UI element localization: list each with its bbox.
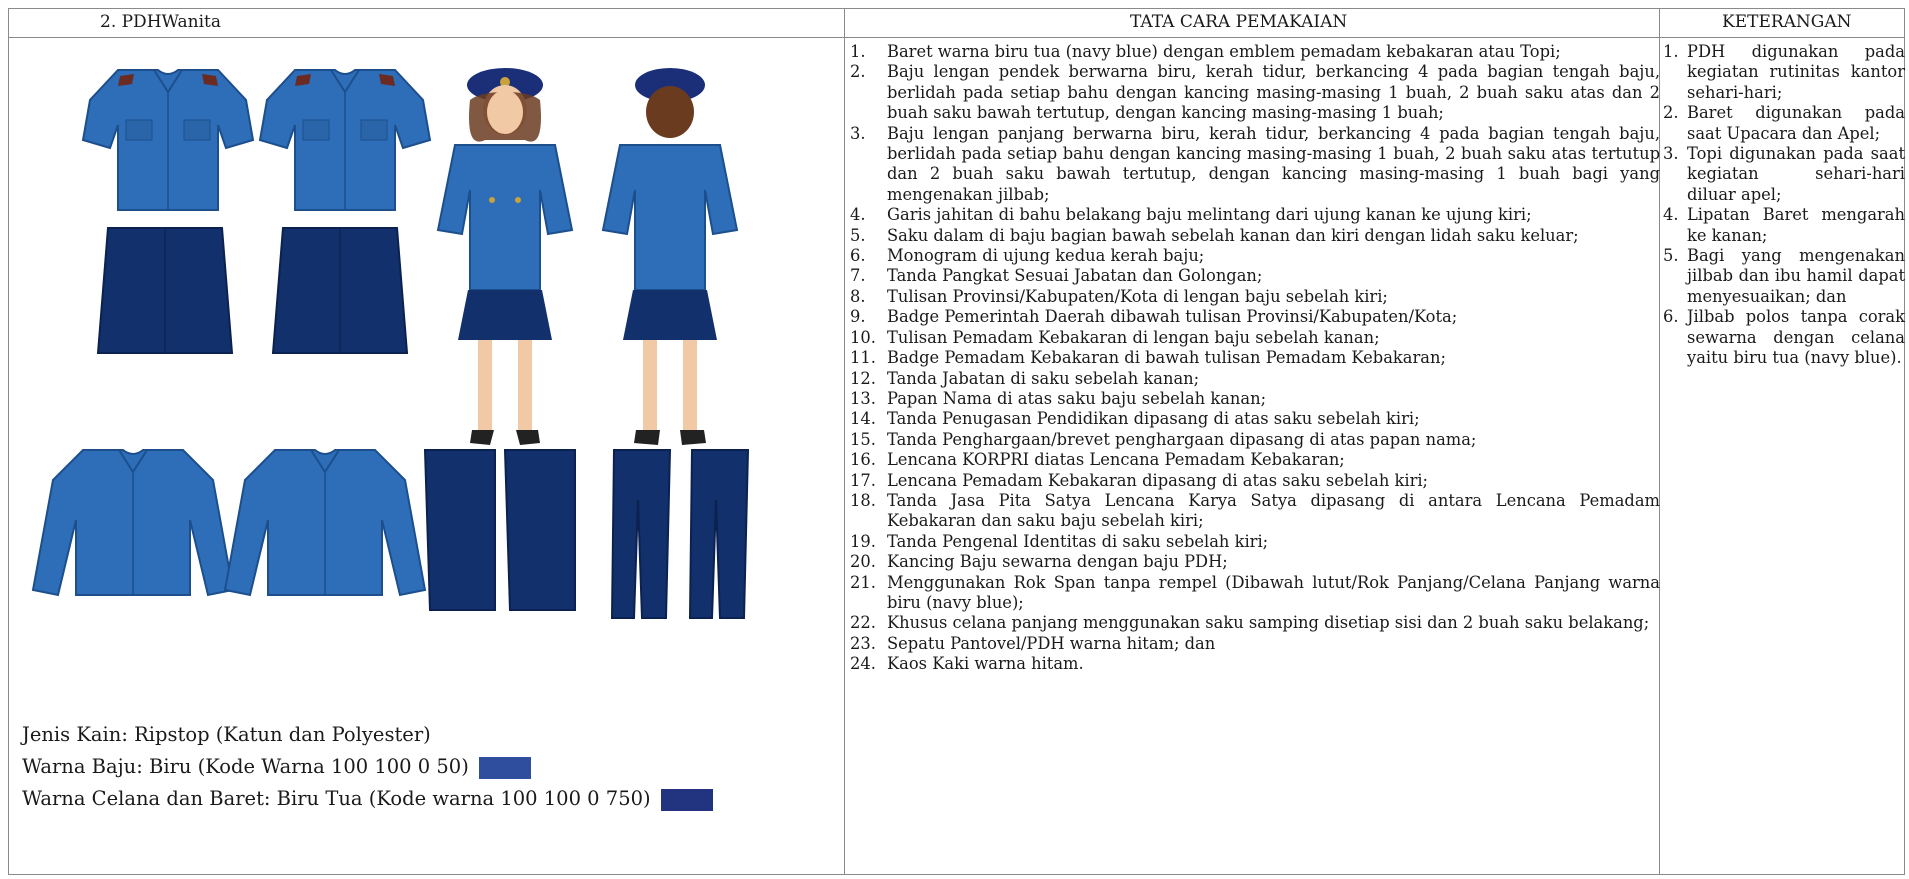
usage-item-number: 23. [850, 633, 876, 653]
notes-item-text: Bagi yang mengenakan jilbab dan ibu hamil dapat menyesuaikan; dan [1687, 246, 1905, 306]
notes-item-number: 1. [1663, 42, 1679, 61]
pants-color-label [22, 787, 713, 811]
usage-item-number: 10. [850, 327, 876, 347]
usage-item [850, 328, 1660, 348]
short-sleeve-shirt-back-icon [260, 70, 430, 210]
usage-item [850, 450, 1660, 470]
usage-list [850, 42, 1660, 675]
shirt-color-text: Warna Baju: Biru (Kode Warna 100 100 0 50) [22, 755, 469, 778]
usage-item [850, 532, 1660, 552]
usage-item [850, 307, 1660, 327]
usage-item [850, 369, 1660, 389]
usage-item-text: Baju lengan pendek berwarna biru, kerah tidur, berkancing 4 pada bagian tengah baju, berlidah pada setiap bahu dengan kancing masing-masing 1 buah, 2 buah saku atas dan 2 buah saku bawah tertutup, dengan kancing masing-masing 1 buah; [887, 62, 1660, 123]
shirt-color-swatch-icon [479, 757, 531, 779]
usage-item-text: Kaos Kaki warna hitam. [887, 654, 1084, 674]
long-sleeve-shirt-front-icon [33, 450, 233, 595]
woman-uniform-back-icon [603, 68, 737, 445]
usage-item-text: Khusus celana panjang menggunakan saku samping disetiap sisi dan 2 buah saku belakang; [887, 613, 1650, 633]
usage-item-number: 11. [850, 348, 876, 368]
usage-item [850, 226, 1660, 246]
notes-item-number: 2. [1663, 103, 1679, 123]
usage-item-number: 5. [850, 225, 866, 245]
usage-item-text: Garis jahitan di bahu belakang baju melintang dari ujung kanan ke ujung kiri; [887, 205, 1532, 225]
usage-item [850, 654, 1660, 674]
notes-item-text: Baret digunakan pada saat Upacara dan Apel; [1687, 103, 1905, 143]
usage-item-number: 4. [850, 205, 866, 225]
usage-item [850, 266, 1660, 286]
long-sleeve-shirt-back-icon [225, 450, 425, 595]
usage-item-text: Lencana Pemadam Kebakaran dipasang di atas saku sebelah kiri; [887, 470, 1429, 490]
usage-item [850, 471, 1660, 491]
usage-item-text: Papan Nama di atas saku baju sebelah kanan; [887, 388, 1267, 408]
trousers-front-right-icon [505, 450, 575, 610]
notes-item-number: 6. [1663, 307, 1679, 327]
notes-item-text: Topi digunakan pada saat kegiatan sehari-hari diluar apel; [1687, 144, 1905, 204]
section-title: 2. PDHWanita [100, 12, 222, 32]
usage-item-text: Kancing Baju sewarna dengan baju PDH; [887, 552, 1228, 572]
notes-item-number: 3. [1663, 144, 1679, 164]
trousers-right-leg-icon [690, 450, 748, 618]
shirt-color-label [22, 755, 531, 779]
usage-item [850, 409, 1660, 429]
notes-item-number: 5. [1663, 246, 1679, 266]
usage-item [850, 491, 1660, 532]
notes-item [1663, 42, 1905, 103]
usage-item-number: 1. [850, 42, 866, 61]
usage-item-number: 22. [850, 613, 876, 633]
trousers-left-leg-icon [612, 450, 670, 618]
usage-item [850, 430, 1660, 450]
pants-color-text: Warna Celana dan Baret: Biru Tua (Kode warna 100 100 0 750) [22, 787, 651, 810]
trousers-front-left-icon [425, 450, 495, 610]
notes-list [1663, 42, 1905, 369]
usage-item-text: Baret warna biru tua (navy blue) dengan emblem pemadam kebakaran atau Topi; [887, 42, 1561, 61]
usage-item-number: 15. [850, 429, 876, 449]
usage-item [850, 634, 1660, 654]
skirt-back-icon [273, 228, 407, 353]
usage-item-text: Tanda Penugasan Pendidikan dipasang di atas saku sebelah kiri; [887, 409, 1420, 429]
notes-item [1663, 205, 1905, 246]
short-sleeve-shirt-front-icon [83, 70, 253, 210]
usage-item-text: Tanda Penghargaan/brevet penghargaan dipasang di atas papan nama; [887, 429, 1477, 449]
usage-item-number: 9. [850, 307, 866, 327]
notes-item-text: PDH digunakan pada kegiatan rutinitas kantor sehari-hari; [1687, 42, 1905, 102]
usage-item-number: 3. [850, 123, 866, 143]
usage-item-text: Badge Pemerintah Daerah dibawah tulisan Provinsi/Kabupaten/Kota; [887, 307, 1458, 327]
usage-column-header: TATA CARA PEMAKAIAN [1130, 12, 1348, 32]
usage-item-text: Menggunakan Rok Span tanpa rempel (Dibawah lutut/Rok Panjang/Celana Panjang warna biru (navy blue); [887, 572, 1660, 612]
skirt-front-icon [98, 228, 232, 353]
usage-item [850, 42, 1660, 62]
usage-item-number: 20. [850, 552, 876, 572]
usage-item-number: 17. [850, 470, 876, 490]
pants-color-swatch-icon [661, 789, 713, 811]
usage-item-number: 13. [850, 388, 876, 408]
usage-item [850, 613, 1660, 633]
notes-item [1663, 307, 1905, 368]
usage-item [850, 287, 1660, 307]
usage-item-number: 12. [850, 368, 876, 388]
usage-item-number: 2. [850, 62, 866, 82]
woman-uniform-front-icon [438, 68, 572, 445]
usage-item-number: 18. [850, 490, 876, 510]
usage-item [850, 246, 1660, 266]
usage-item-text: Badge Pemadam Kebakaran di bawah tulisan Pemadam Kebakaran; [887, 348, 1446, 368]
usage-item-text: Monogram di ujung kedua kerah baju; [887, 246, 1205, 266]
notes-item [1663, 144, 1905, 205]
usage-item-text: Sepatu Pantovel/PDH warna hitam; dan [887, 633, 1216, 653]
usage-item-text: Baju lengan panjang berwarna biru, kerah tidur, berkancing 4 pada bagian tengah baju, berlidah pada setiap bahu dengan kancing masing-masing 1 buah, 2 buah saku atas tertutup dan 2 buah saku bawah tertutup, dengan kancing masing-masing 1 buah bagi yang mengenakan jilbab; [887, 123, 1660, 204]
usage-item-text: Tulisan Pemadam Kebakaran di lengan baju sebelah kanan; [887, 327, 1380, 347]
usage-item [850, 205, 1660, 225]
notes-item-text: Jilbab polos tanpa corak sewarna dengan celana yaitu biru tua (navy blue). [1687, 307, 1905, 368]
notes-item-number: 4. [1663, 205, 1679, 225]
usage-item-text: Tanda Jasa Pita Satya Lencana Karya Satya dipasang di antara Lencana Pemadam Kebakaran dan saku baju sebelah kiri; [887, 490, 1660, 531]
usage-item-number: 21. [850, 572, 876, 592]
uniform-illustrations [0, 0, 844, 879]
usage-item-number: 16. [850, 450, 876, 470]
usage-item [850, 389, 1660, 409]
usage-item [850, 348, 1660, 368]
usage-item [850, 124, 1660, 206]
notes-item [1663, 103, 1905, 144]
usage-item [850, 573, 1660, 614]
notes-item [1663, 246, 1905, 307]
usage-item-number: 14. [850, 409, 876, 429]
notes-column-header: KETERANGAN [1722, 12, 1852, 32]
column-divider-1 [844, 8, 845, 874]
usage-item-text: Saku dalam di baju bagian bawah sebelah kanan dan kiri dengan lidah saku keluar; [887, 225, 1579, 245]
usage-item-text: Lencana KORPRI diatas Lencana Pemadam Kebakaran; [887, 450, 1345, 470]
usage-item-number: 19. [850, 531, 876, 551]
usage-item [850, 62, 1660, 123]
usage-item-number: 6. [850, 246, 866, 266]
usage-item [850, 552, 1660, 572]
usage-item-number: 24. [850, 654, 876, 674]
fabric-type-text: Jenis Kain: Ripstop (Katun dan Polyester) [22, 723, 431, 746]
usage-item-text: Tanda Jabatan di saku sebelah kanan; [887, 368, 1200, 388]
usage-item-number: 8. [850, 286, 866, 306]
fabric-type-label [22, 723, 431, 746]
usage-item-text: Tanda Pangkat Sesuai Jabatan dan Golongan; [887, 266, 1263, 286]
notes-item-text: Lipatan Baret mengarah ke kanan; [1687, 205, 1905, 245]
usage-item-text: Tanda Pengenal Identitas di saku sebelah kiri; [887, 531, 1269, 551]
usage-item-number: 7. [850, 266, 866, 286]
usage-item-text: Tulisan Provinsi/Kabupaten/Kota di lengan baju sebelah kiri; [887, 286, 1388, 306]
